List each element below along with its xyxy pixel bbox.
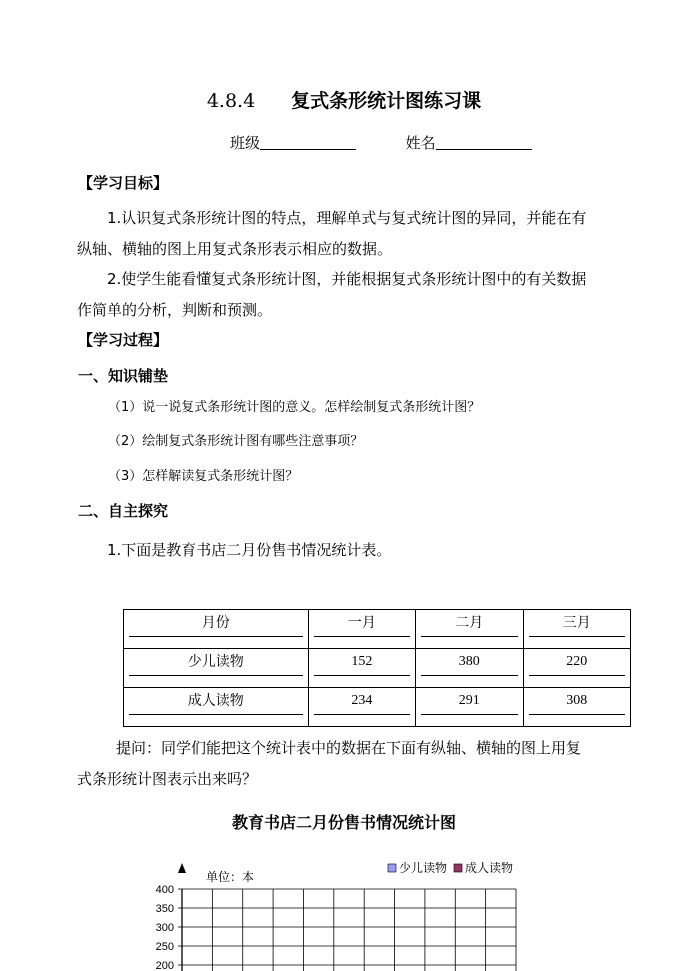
goal-1-line-1: 1.认识复式条形统计图的特点，理解单式与复式统计图的异同，并能在有: [107, 209, 587, 227]
table-header-cell: 一月: [308, 610, 415, 649]
legend-label: 成人读物: [465, 861, 514, 875]
y-tick-label: 350: [155, 903, 174, 915]
question-3: （3）怎样解读复式条形统计图？: [108, 469, 299, 484]
table-header-cell: 月份: [124, 610, 309, 649]
lesson-title: 复式条形统计图练习课: [291, 90, 482, 112]
row-label: 成人读物: [124, 688, 309, 727]
table-header-cell: 三月: [523, 610, 630, 649]
legend-swatch: [388, 864, 396, 872]
table-cell: 234: [308, 688, 415, 727]
table-cell: 308: [523, 688, 630, 727]
lesson-code: 4.8.4: [206, 90, 256, 112]
chart-title: 教育书店二月份售书情况统计图: [231, 813, 456, 832]
prompt-line-1: 提问：同学们能把这个统计表中的数据在下面有纵轴、横轴的图上用复: [116, 739, 582, 757]
section1-heading: 一、知识铺垫: [78, 367, 169, 385]
y-tick-label: 400: [155, 884, 174, 896]
process-heading: 【学习过程】: [78, 331, 169, 349]
question-1: （1）说一说复式条形统计图的意义。怎样绘制复式条形统计图？: [108, 400, 481, 415]
prompt-line-2: 式条形统计图表示出来吗？: [77, 770, 258, 788]
table-cell: 152: [308, 649, 415, 688]
table-cell: 220: [523, 649, 630, 688]
unit-label: 单位：本: [206, 870, 255, 884]
section2-intro: 1.下面是教育书店二月份售书情况统计表。: [107, 541, 392, 559]
y-tick-label: 300: [155, 922, 174, 934]
y-tick-label: 200: [155, 960, 174, 971]
goal-2-line-2: 作简单的分析，判断和预测。: [77, 301, 273, 319]
section2-heading: 二、自主探究: [78, 502, 169, 520]
y-axis-arrow: [178, 863, 186, 873]
table-cell: 380: [416, 649, 523, 688]
goals-heading: 【学习目标】: [78, 174, 169, 192]
goal-1-line-2: 纵轴、横轴的图上用复式条形表示相应的数据。: [77, 240, 393, 258]
class-label: 班级: [230, 134, 261, 152]
legend-label: 少儿读物: [399, 861, 448, 875]
legend-swatch: [454, 864, 462, 872]
table-header-cell: 二月: [416, 610, 523, 649]
row-label: 少儿读物: [124, 649, 309, 688]
question-2: （2）绘制复式条形统计图有哪些注意事项？: [108, 434, 364, 449]
goal-2-line-1: 2.使学生能看懂复式条形统计图，并能根据复式条形统计图中的有关数据: [107, 270, 587, 288]
name-label: 姓名: [405, 134, 436, 152]
y-tick-label: 250: [155, 941, 174, 953]
table-cell: 291: [416, 688, 523, 727]
